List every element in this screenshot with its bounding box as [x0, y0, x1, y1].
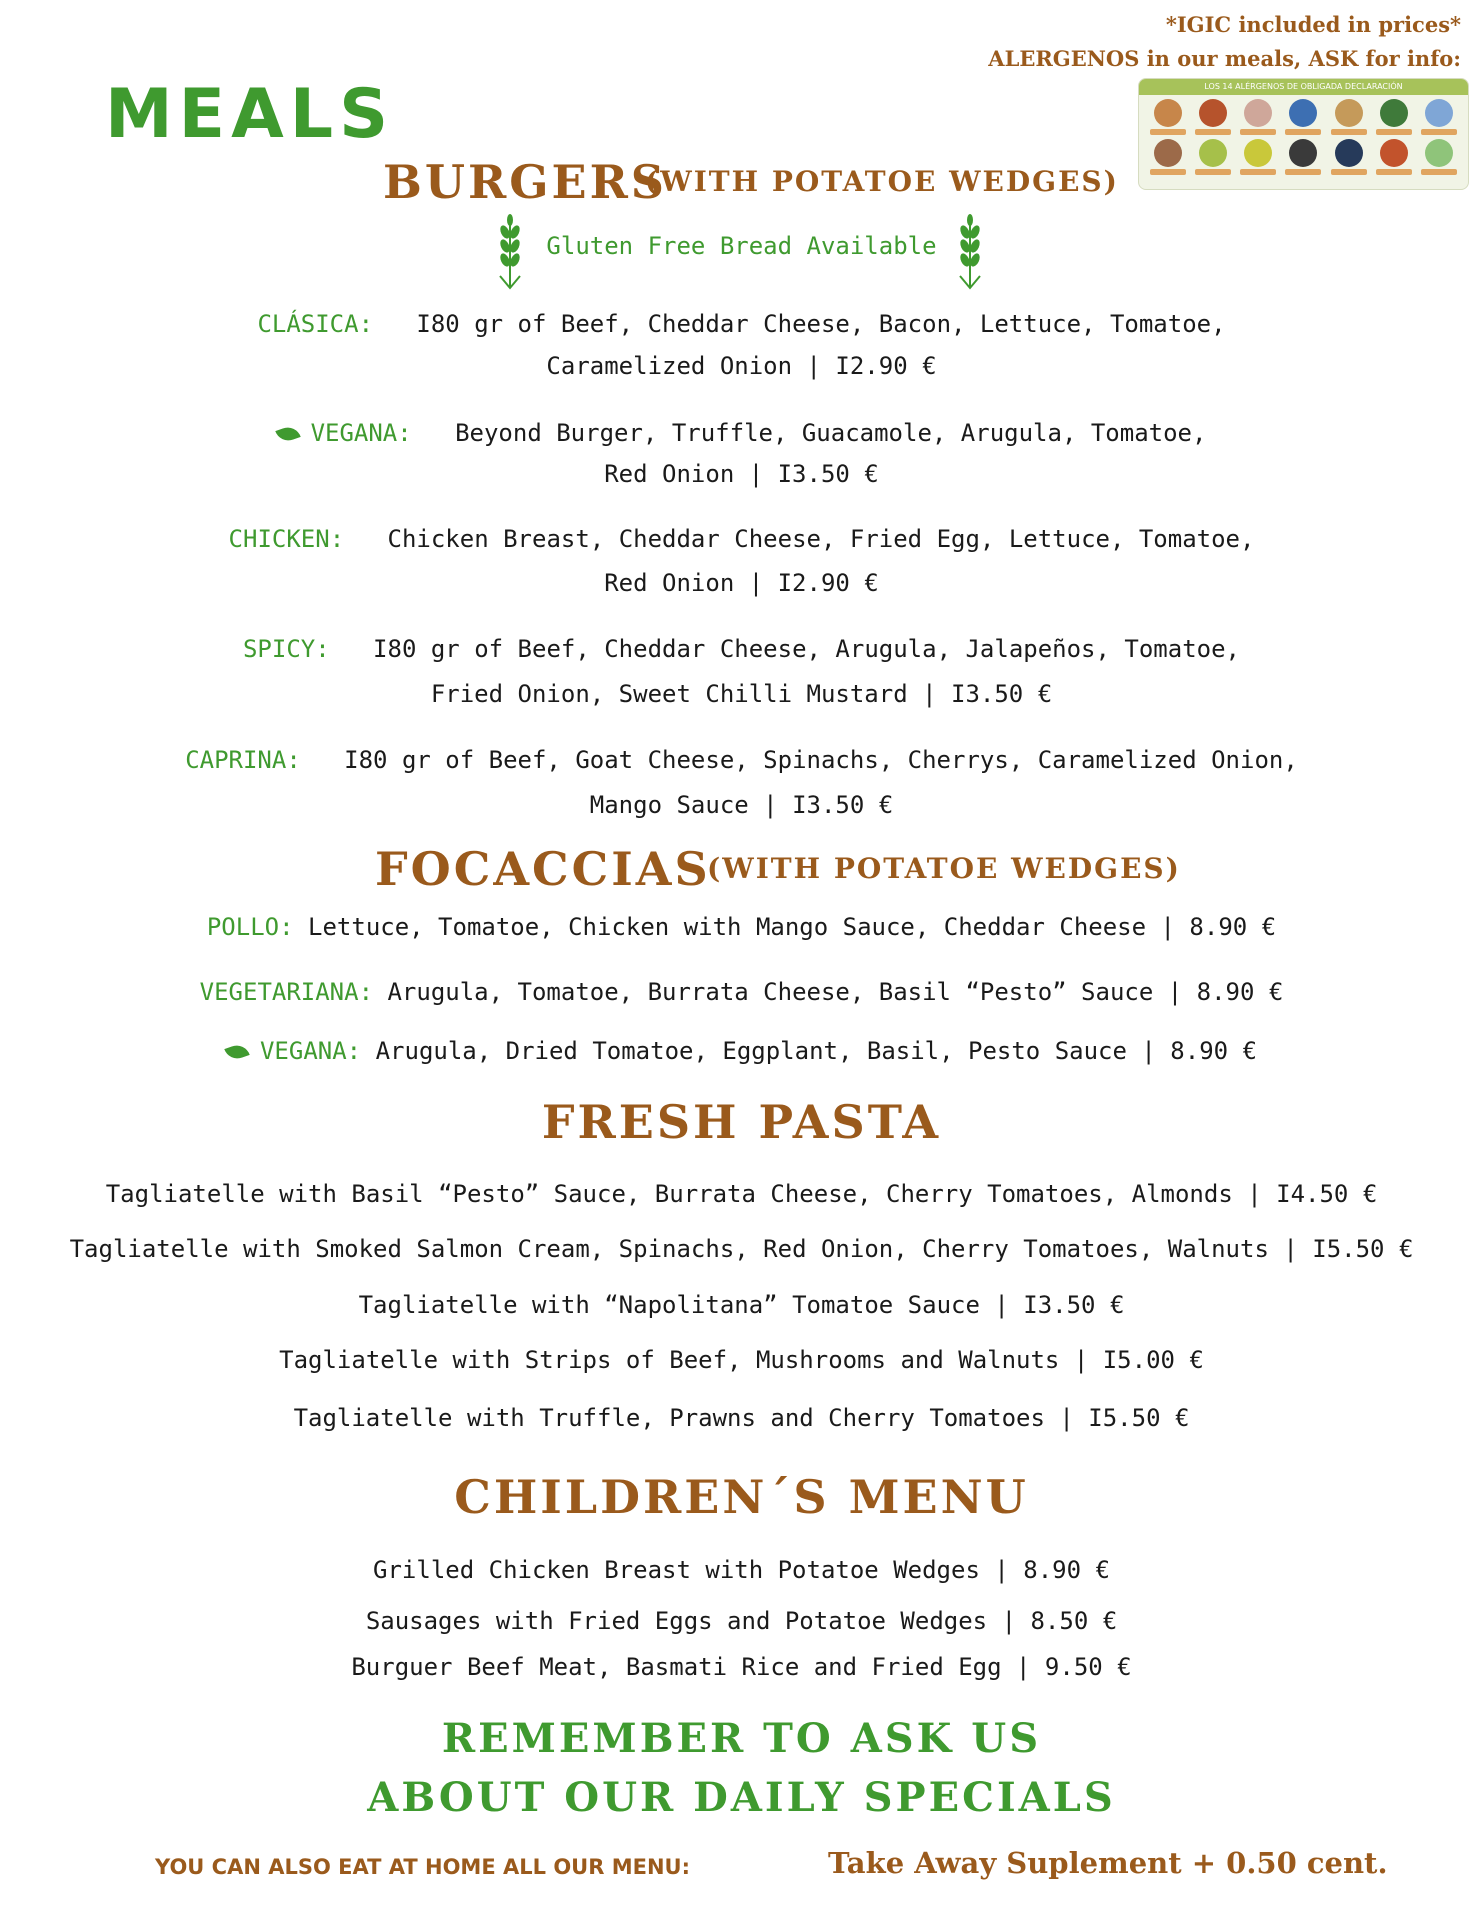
allergen-label-bar — [1376, 129, 1412, 135]
takeaway-note: YOU CAN ALSO EAT AT HOME ALL OUR MENU: — [155, 1855, 690, 1879]
allergen-dot — [1335, 139, 1363, 167]
burger-price-line: Red Onion | I3.50 € — [604, 460, 879, 488]
allergen-label-bar — [1331, 129, 1367, 135]
allergen-label-bar — [1240, 129, 1276, 135]
allergen-label-bar — [1150, 169, 1186, 175]
allergen-label-bar — [1195, 169, 1231, 175]
allergen-label-bar — [1376, 169, 1412, 175]
igic-note: *IGIC included in prices* — [1165, 12, 1461, 37]
burger-ingredients: I80 gr of Beef, Goat Cheese, Spinachs, Cherrys, Caramelized Onion, — [344, 746, 1298, 774]
allergen-dot — [1154, 139, 1182, 167]
focaccia-description: Arugula, Tomatoe, Burrata Cheese, Basil “Pesto” Sauce | 8.90 € — [387, 978, 1284, 1006]
focaccia-label: VEGETARIANA: — [199, 978, 374, 1006]
allergen-icon — [1236, 139, 1281, 175]
burger-item-spicy — [0, 635, 1483, 663]
focaccia-description: Arugula, Dried Tomatoe, Eggplant, Basil, Pesto Sauce | 8.90 € — [375, 1037, 1257, 1065]
pasta-title: FRESH PASTA — [541, 1095, 942, 1149]
allergen-icon — [1145, 99, 1190, 135]
children-item: Grilled Chicken Breast with Potatoe Wedges | 8.90 € — [373, 1556, 1110, 1584]
allergen-label-bar — [1421, 129, 1457, 135]
allergen-dot — [1199, 139, 1227, 167]
allergen-icon — [1326, 99, 1371, 135]
allergen-icon — [1417, 139, 1462, 175]
allergen-icon — [1190, 99, 1235, 135]
allergen-icon — [1281, 139, 1326, 175]
leaf-icon — [275, 424, 300, 445]
pasta-item: Tagliatelle with Smoked Salmon Cream, Spinachs, Red Onion, Cherry Tomatoes, Walnuts | I5.50 € — [69, 1235, 1414, 1263]
children-title: CHILDREN´S MENU — [454, 1470, 1029, 1524]
focaccia-item-vegana — [0, 1037, 1483, 1065]
allergen-label-bar — [1421, 169, 1457, 175]
burger-ingredients: I80 gr of Beef, Cheddar Cheese, Bacon, Lettuce, Tomatoe, — [416, 310, 1226, 338]
allergen-chart — [1138, 78, 1469, 190]
burger-label: VEGANA: — [310, 419, 412, 447]
burger-label: CAPRINA: — [185, 746, 301, 774]
allergen-dot — [1199, 99, 1227, 127]
burger-item-chicken — [0, 525, 1483, 553]
burger-label: SPICY: — [242, 635, 330, 663]
focaccia-description: Lettuce, Tomatoe, Chicken with Mango Sauce, Cheddar Cheese | 8.90 € — [308, 913, 1277, 941]
allergen-icon — [1371, 139, 1416, 175]
leaf-icon — [224, 1042, 249, 1063]
burger-ingredients: I80 gr of Beef, Cheddar Cheese, Arugula, Jalapeños, Tomatoe, — [373, 635, 1240, 663]
burgers-subtitle: (WITH POTATOE WEDGES) — [645, 165, 1119, 198]
allergen-icon — [1326, 139, 1371, 175]
allergen-icon — [1371, 99, 1416, 135]
allergen-icon — [1236, 99, 1281, 135]
allergen-dot — [1289, 139, 1317, 167]
specials-line-1: REMEMBER TO ASK US — [441, 1715, 1042, 1762]
burger-price-line: Mango Sauce | I3.50 € — [589, 791, 894, 819]
pasta-item: Tagliatelle with “Napolitana” Tomatoe Sauce | I3.50 € — [358, 1291, 1125, 1319]
focaccias-title: FOCACCIAS — [375, 842, 711, 896]
burger-ingredients: Beyond Burger, Truffle, Guacamole, Arugula, Tomatoe, — [455, 419, 1207, 447]
page-title: MEALS — [105, 75, 395, 154]
allergen-note: ALERGENOS in our meals, ASK for info: — [988, 46, 1461, 71]
allergen-icon — [1281, 99, 1326, 135]
burger-item-caprina — [0, 746, 1483, 774]
allergen-dot — [1289, 99, 1317, 127]
allergen-dot — [1425, 139, 1453, 167]
burger-item-clasica — [0, 310, 1483, 338]
burger-price-line: Fried Onion, Sweet Chilli Mustard | I3.50 € — [430, 680, 1053, 708]
allergen-dot — [1244, 139, 1272, 167]
allergen-label-bar — [1150, 129, 1186, 135]
burger-item-vegana — [0, 419, 1483, 447]
allergen-dot — [1380, 139, 1408, 167]
burger-price-line: Caramelized Onion | I2.90 € — [546, 352, 937, 380]
allergen-icon — [1190, 139, 1235, 175]
focaccia-item-vegetariana — [0, 978, 1483, 1006]
allergen-dot — [1425, 99, 1453, 127]
pasta-item: Tagliatelle with Basil “Pesto” Sauce, Burrata Cheese, Cherry Tomatoes, Almonds | I4.50 € — [105, 1180, 1378, 1208]
burger-label: CHICKEN: — [228, 525, 345, 553]
allergen-icon — [1417, 99, 1462, 135]
pasta-item: Tagliatelle with Truffle, Prawns and Cherry Tomatoes | I5.50 € — [293, 1404, 1190, 1432]
focaccias-subtitle: (WITH POTATOE WEDGES) — [707, 852, 1181, 885]
takeaway-price: Take Away Suplement + 0.50 cent. — [828, 1846, 1388, 1880]
allergen-label-bar — [1285, 169, 1321, 175]
focaccia-item-pollo — [0, 913, 1483, 941]
allergen-dot — [1335, 99, 1363, 127]
children-item: Burguer Beef Meat, Basmati Rice and Fried Egg | 9.50 € — [351, 1653, 1132, 1681]
allergen-grid — [1139, 95, 1468, 179]
allergen-label-bar — [1240, 169, 1276, 175]
allergen-label-bar — [1285, 129, 1321, 135]
allergen-icon — [1145, 139, 1190, 175]
allergen-dot — [1244, 99, 1272, 127]
focaccia-label: POLLO: — [206, 913, 294, 941]
burger-label: CLÁSICA: — [257, 310, 374, 338]
burgers-title: BURGERS — [383, 155, 668, 209]
pasta-item: Tagliatelle with Strips of Beef, Mushrooms and Walnuts | I5.00 € — [279, 1346, 1204, 1374]
burger-ingredients: Chicken Breast, Cheddar Cheese, Fried Egg, Lettuce, Tomatoe, — [387, 525, 1255, 553]
allergen-label-bar — [1195, 129, 1231, 135]
allergen-label-bar — [1331, 169, 1367, 175]
focaccia-label: VEGANA: — [259, 1037, 362, 1065]
allergen-dot — [1380, 99, 1408, 127]
specials-line-2: ABOUT OUR DAILY SPECIALS — [367, 1774, 1116, 1821]
children-item: Sausages with Fried Eggs and Potatoe Wedges | 8.50 € — [365, 1607, 1118, 1635]
burger-price-line: Red Onion | I2.90 € — [604, 569, 879, 597]
allergen-chart-title: LOS 14 ALÉRGENOS DE OBLIGADA DECLARACIÓN — [1139, 79, 1468, 95]
gluten-free-note: Gluten Free Bread Available — [546, 232, 937, 260]
allergen-dot — [1154, 99, 1182, 127]
